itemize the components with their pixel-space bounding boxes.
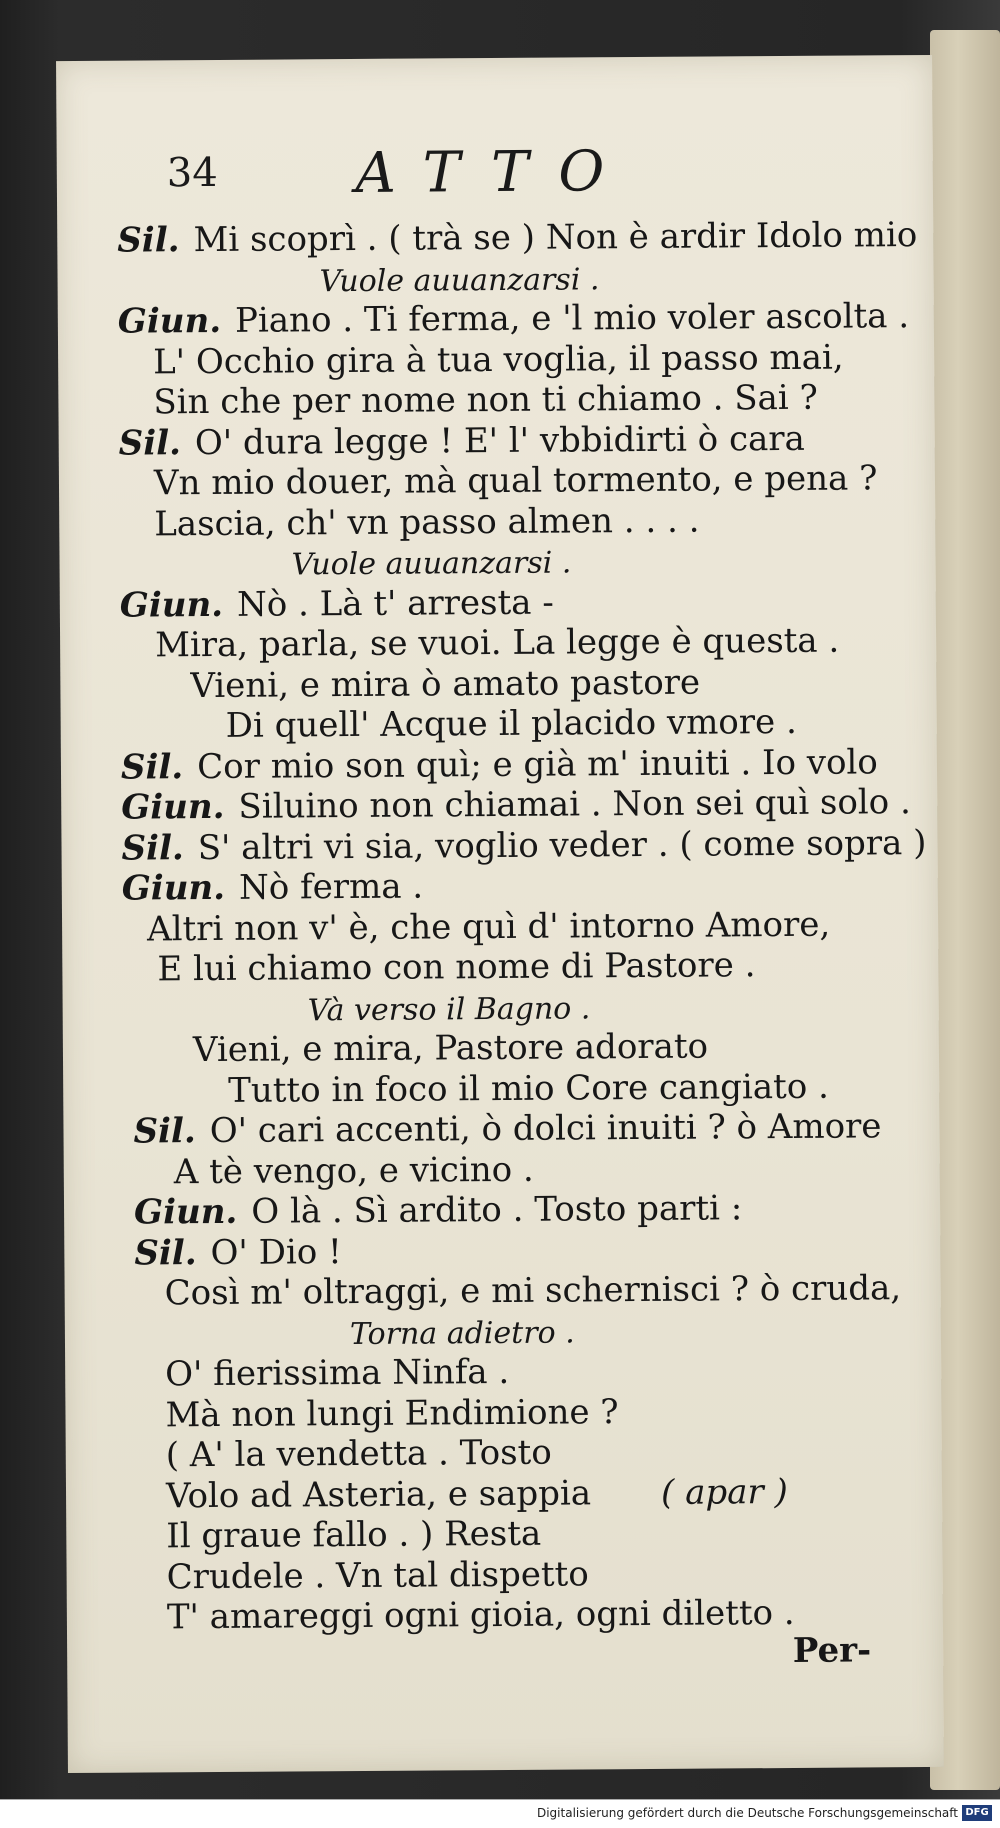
direction-text: Vuole auuanzarsi . — [291, 545, 572, 583]
verse-line — [134, 1232, 342, 1273]
line-text: Nò ferma . — [238, 866, 424, 908]
line-text: Vieni, e mira ò amato pastore — [190, 662, 701, 706]
verse-line — [121, 742, 878, 787]
direction-text: Vuole auuanzarsi . — [319, 261, 600, 299]
line-text: Vieni, e mira, Pastore adorato — [192, 1026, 709, 1071]
verse-line — [155, 621, 839, 666]
line-text: Così m' oltraggi, e mi schernisci ? ò cruda, — [164, 1268, 902, 1314]
line-text: O' fierissima Ninfa . — [165, 1351, 510, 1395]
footer-credit: Digitalisierung gefördert durch die Deutsche Forschungsgemeinschaft — [536, 1806, 958, 1820]
running-title: ATTO — [355, 139, 635, 206]
verse-line — [119, 418, 805, 463]
line-text: Lascia, ch' vn passo almen . . . . — [154, 500, 700, 544]
line-text: L' Occhio gira à tua voglia, il passo mai, — [152, 337, 844, 382]
line-text: Mira, parla, se vuoi. La legge è questa . — [154, 620, 840, 666]
verse-line — [121, 782, 911, 828]
verse-line — [153, 337, 844, 382]
stage-direction — [319, 258, 599, 302]
speaker-name: Sil. — [118, 422, 182, 464]
speaker-name: Giun. — [133, 1191, 238, 1233]
verse-line — [157, 945, 755, 989]
speaker-name: Giun. — [121, 867, 226, 909]
verse-line — [133, 1106, 881, 1151]
line-text: Altri non v' è, che quì d' intorno Amore, — [146, 904, 831, 949]
speaker-name: Sil. — [120, 746, 184, 788]
line-text: Il graue fallo . ) Resta — [166, 1513, 542, 1557]
verse-line — [120, 582, 554, 625]
verse-line — [165, 1392, 618, 1435]
line-text: A tè vengo, e vicino . — [173, 1149, 534, 1192]
verse-line — [121, 823, 926, 869]
speaker-name: Giun. — [121, 786, 225, 828]
verse-line — [174, 1149, 534, 1192]
verse-line — [165, 1268, 902, 1313]
line-text: T' amareggi ogni gioia, ogni diletto . — [166, 1592, 795, 1638]
line-text: Cor mio son quì; e già m' inuiti . Io volo — [197, 741, 878, 787]
direction-text: Torna adietro . — [349, 1314, 575, 1352]
aside-marker: ( apar ) — [660, 1471, 788, 1513]
line-text: Piano . Ti ferma, e 'l mio voler ascolta . — [234, 296, 910, 341]
line-text: Mà non lungi Endimione ? — [165, 1391, 619, 1435]
verse-line — [190, 662, 700, 706]
speaker-name: Sil. — [134, 1232, 197, 1274]
page-number: 34 — [166, 149, 218, 197]
verse-line — [228, 1066, 829, 1110]
line-text: Crudele . Vn tal dispetto — [166, 1553, 589, 1597]
verse-line — [153, 378, 818, 423]
line-text: O' cari accenti, ò dolci inuiti ? ò Amore — [209, 1106, 882, 1152]
verse-line — [166, 1554, 588, 1597]
verse-line — [122, 867, 424, 909]
stage-direction — [350, 1311, 575, 1355]
verse-line — [147, 904, 830, 949]
speaker-name: Giun. — [119, 584, 224, 626]
line-text: Nò . Là t' arresta - — [236, 582, 554, 625]
line-text: O' dura legge ! E' l' vbbidirti ò cara — [194, 418, 805, 463]
verse-line — [193, 1027, 708, 1071]
digitization-footer — [0, 1799, 1000, 1828]
line-text: Mi scoprì . ( trà se ) Non è ardir Idolo mio — [193, 215, 918, 261]
line-text: O' Dio ! — [210, 1231, 342, 1273]
line-text: S' altri vi sia, voglio veder . ( come sopra ) — [197, 822, 927, 868]
catchword: Per- — [792, 1630, 872, 1671]
stage-direction — [291, 541, 571, 585]
line-text: Siluino non chiamai . Non sei quì solo . — [238, 782, 911, 827]
verse-line — [166, 1514, 541, 1557]
speaker-name: Sil. — [117, 220, 180, 261]
direction-text: Và verso il Bagno . — [307, 990, 591, 1028]
verse-line — [166, 1472, 788, 1516]
verse-line — [226, 702, 797, 746]
line-text: Vn mio douer, mà qual tormento, e pena ? — [153, 458, 878, 504]
line-text: Volo ad Asteria, e sappia — [165, 1472, 592, 1516]
verse-line — [166, 1433, 552, 1476]
line-text: ( A' la vendetta . Tosto — [165, 1432, 552, 1476]
verse-line — [167, 1593, 795, 1637]
line-text: E lui chiamo con nome di Pastore . — [157, 945, 756, 990]
verse-line — [134, 1188, 742, 1232]
speaker-name: Giun. — [117, 300, 222, 342]
dfg-logo-icon: DFG — [962, 1805, 992, 1821]
stage-direction — [308, 987, 591, 1031]
book-page — [56, 55, 944, 1773]
line-text: Di quell' Acque il placido vmore . — [225, 701, 797, 746]
line-text: Sin che per nome non ti chiamo . Sai ? — [153, 377, 818, 423]
verse-line — [117, 215, 917, 261]
verse-line — [165, 1352, 509, 1394]
line-text: Tutto in foco il mio Core cangiato . — [228, 1066, 829, 1111]
verse-line — [154, 458, 878, 503]
speaker-name: Sil. — [133, 1111, 196, 1152]
line-text: O là . Sì ardito . Tosto parti : — [251, 1188, 743, 1232]
page-header — [57, 139, 933, 221]
verse-line — [154, 500, 699, 544]
speaker-name: Sil. — [121, 827, 184, 869]
verse-line — [118, 296, 909, 342]
